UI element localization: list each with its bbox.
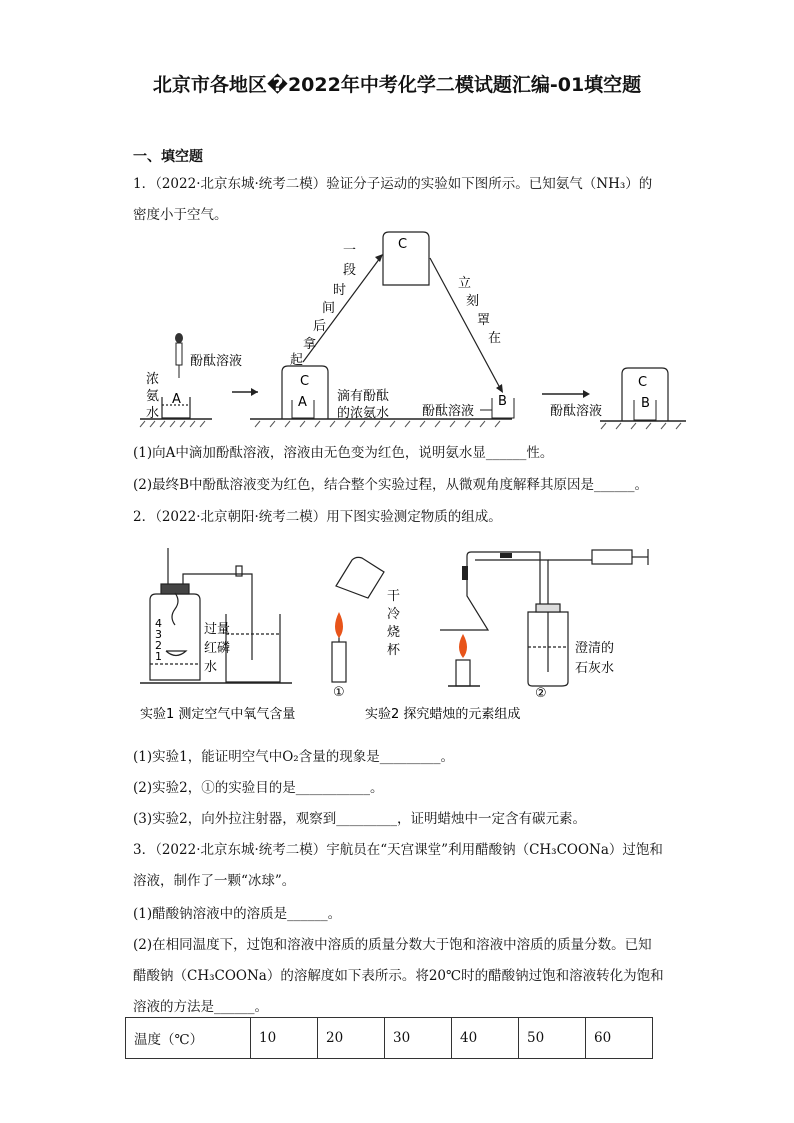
caption-exp2: 实验2 探究蜡烛的元素组成: [365, 707, 521, 722]
table-cell: 60: [586, 1018, 653, 1059]
arrow-left-char-4: 间: [322, 301, 336, 316]
table-cell: 40: [452, 1018, 519, 1059]
table-cell: 50: [519, 1018, 586, 1059]
arrow-left-char-3: 时: [333, 283, 347, 298]
label-phenol-top: 酚酞溶液: [190, 354, 243, 369]
table-header-cell: 温度（℃）: [126, 1018, 251, 1059]
q1-sub1: (1)向A中滴加酚酞溶液，溶液由无色变为红色，说明氨水显______性。: [133, 445, 554, 461]
scale-3: 3: [155, 628, 162, 641]
dry-3: 烧: [387, 625, 401, 640]
label-drip2: 的浓氨水: [337, 406, 390, 421]
arrow-left-char-1: 一: [343, 243, 357, 258]
solubility-table: [125, 1017, 653, 1059]
q2-sub3: (3)实验2，向外拉注射器，观察到_________，证明蜡烛中一定含有碳元素。: [133, 811, 586, 827]
flame-2: [459, 634, 467, 658]
label-c-mid: C: [300, 374, 310, 389]
caption-exp1: 实验1 测定空气中氧气含量: [140, 707, 296, 722]
dry-2: 冷: [387, 607, 401, 622]
label-limewater-1: 澄清的: [575, 641, 615, 656]
table-cell: 30: [385, 1018, 452, 1059]
label-water: 水: [204, 660, 218, 675]
label-conc2: 氨: [146, 389, 160, 404]
q2-sub1: (1)实验1，能证明空气中O₂含量的现象是_________。: [133, 749, 454, 765]
arrow-right-char-4: 在: [488, 331, 502, 346]
q2-stem: 2．（2022·北京朝阳·统考二模）用下图实验测定物质的组成。: [133, 509, 502, 525]
q3-sub2-line3: 溶液的方法是______。: [133, 999, 268, 1015]
label-conc3: 水: [146, 406, 160, 421]
label-c-right: C: [638, 375, 648, 390]
label-b: B: [498, 394, 507, 409]
section-heading: 一、填空题: [133, 149, 203, 165]
table-cell: 10: [251, 1018, 318, 1059]
label-c-top: C: [398, 237, 408, 252]
arrow-right-char-2: 刻: [466, 294, 480, 309]
num-1: ①: [333, 685, 345, 700]
q1-sub2: (2)最终B中酚酞溶液变为红色，结合整个实验过程，从微观角度解释其原因是______。: [133, 477, 649, 493]
label-a-left: A: [172, 392, 181, 407]
arrow-right-char-3: 罩: [477, 313, 491, 328]
scale-2: 2: [155, 639, 162, 652]
label-limewater-2: 石灰水: [575, 661, 615, 676]
page-title: 北京市各地区�2022年中考化学二模试题汇编-01填空题: [152, 74, 642, 96]
label-excess: 过量: [204, 622, 231, 637]
arrow-left-char-5: 后: [313, 319, 327, 334]
q3-sub2-line2: 醋酸钠（CH₃COONa）的溶解度如下表所示。将20℃时的醋酸钠过饱和溶液转化为饱和: [133, 968, 664, 984]
q1-stem-line2: 密度小于空气。: [133, 207, 228, 223]
table-cell: 20: [318, 1018, 385, 1059]
label-a-mid: A: [298, 395, 307, 410]
dry-4: 杯: [387, 643, 401, 658]
num-2: ②: [535, 686, 547, 701]
q2-sub2: (2)实验2，①的实验目的是___________。: [133, 780, 384, 796]
dry-1: 干: [387, 589, 401, 604]
q3-sub1: (1)醋酸钠溶液中的溶质是______。: [133, 906, 342, 922]
label-b-right: B: [641, 396, 650, 411]
label-phenol-b2: 酚酞溶液: [550, 404, 603, 419]
scale-1: 1: [155, 650, 162, 663]
arrow-left-char-6: 拿: [303, 337, 317, 352]
q3-stem-line2: 溶液，制作了一颗“冰球”。: [133, 873, 296, 889]
label-red-phosphorus: 红磷: [204, 641, 231, 656]
label-conc1: 浓: [146, 372, 160, 387]
arrow-right-char-1: 立: [458, 276, 472, 291]
label-phenol-b: 酚酞溶液: [422, 404, 475, 419]
label-drip1: 滴有酚酞: [337, 389, 390, 404]
q3-stem-line1: 3．（2022·北京东城·统考二模）宇航员在“天宫课堂”利用醋酸钠（CH₃COONa）过饱和: [133, 842, 663, 858]
scale-4: 4: [155, 617, 162, 630]
q1-stem-line1: 1．（2022·北京东城·统考二模）验证分子运动的实验如下图所示。已知氨气（NH₃）的: [133, 176, 653, 192]
q3-sub2-line1: (2)在相同温度下，过饱和溶液中溶质的质量分数大于饱和溶液中溶质的质量分数。已知: [133, 937, 652, 953]
arrow-left-char-2: 段: [343, 263, 357, 278]
table-row: [126, 1018, 653, 1059]
arrow-left-char-7: 起: [290, 353, 304, 368]
flame-1: [335, 612, 343, 638]
